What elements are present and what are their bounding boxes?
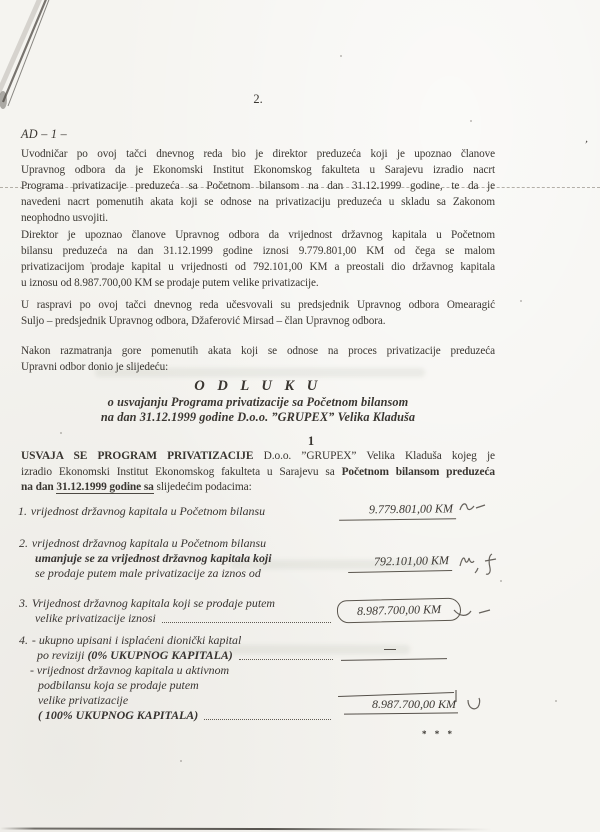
ink-speck-mark: ’ xyxy=(582,138,589,152)
bottom-scan-edge xyxy=(0,827,492,830)
handwritten-mark-3 xyxy=(452,604,494,620)
paragraph-text: izradio Ekonomski Institut Ekonomskog fakulteta u Sarajevu sa xyxy=(21,465,335,478)
handwritten-mark-1 xyxy=(458,498,492,516)
paper-speck xyxy=(470,120,472,122)
paragraph-2 xyxy=(21,227,495,291)
paragraph-line: bilansu preduzeća na dan 31.12.1999 godine iznosi 9.779.801,00 KM od čega se malom xyxy=(21,245,495,257)
paragraph-text: D.o.o. ”GRUPEX” Velika Kladuša kojeg je xyxy=(263,450,495,462)
item-text: - ukupno upisani i isplaćeni dionički kapital xyxy=(31,633,242,647)
paragraph-line: Programa privatizacije preduzeća sa Početnom bilansom na dan 31.12.1999 godine, te da je xyxy=(21,180,495,192)
decision-heading xyxy=(21,377,495,425)
amount-1 xyxy=(298,502,456,520)
paper-speck xyxy=(520,300,522,302)
footer-mark: * * * xyxy=(422,729,455,739)
item-text-caps: (0% UKUPNOG KAPITALA) xyxy=(87,648,233,662)
paragraph-line: Uvodničar po ovoj tačci dnevnog reda bio je direktor preduzeća koji je upoznao članove xyxy=(21,148,495,160)
item-text-caps: ( 100% UKUPNOG KAPITALA) xyxy=(38,708,199,722)
list-item-4 xyxy=(19,633,241,648)
decision-subtitle-1: o usvajanju Programa privatizacije sa Početnom bilansom xyxy=(107,395,409,409)
paragraph-line: neophodno usvojiti. xyxy=(21,212,108,224)
paper-fold-mark xyxy=(0,0,70,118)
section-label: AD – 1 – xyxy=(21,127,68,141)
bold-text: na dan xyxy=(21,481,54,494)
paragraph-4 xyxy=(21,343,495,375)
amount-2 xyxy=(300,554,452,572)
bold-text: USVAJA SE PROGRAM PRIVATIZACIJE xyxy=(21,450,254,462)
page-number: 2. xyxy=(253,92,263,106)
item-text: vrijednost državnog kapitala u Početnom bilansu xyxy=(30,504,266,518)
item-number: 3. xyxy=(19,596,28,610)
item-line: podbilansu koja se prodaje putem xyxy=(38,678,199,692)
item-number: 2. xyxy=(19,536,28,550)
dotted-leader xyxy=(239,649,333,660)
item-text: Vrijednost državnog kapitala koji se prodaje putem xyxy=(31,596,275,610)
decision-subtitle-2: na dan 31.12.1999 godine D.o.o. ”GRUPEX” Velika Kladuša xyxy=(100,410,416,424)
item-number: 1. xyxy=(18,504,27,518)
paragraph-3 xyxy=(21,297,495,329)
dotted-leader xyxy=(162,612,331,623)
paragraph-line xyxy=(21,465,495,481)
handwritten-mark-4 xyxy=(450,688,488,716)
decision-title: O D L U K U xyxy=(194,378,322,394)
usvaja-paragraph xyxy=(21,449,495,496)
article-number: 1 xyxy=(307,434,315,448)
item-line: umanjuje se za vrijednost državnog kapitala koji xyxy=(35,551,272,565)
paragraph-1 xyxy=(21,146,495,226)
item-line: velike privatizacije xyxy=(38,693,129,707)
list-item-2 xyxy=(19,536,266,551)
item-text: velike privatizacije iznosi xyxy=(35,611,156,625)
item-line xyxy=(37,648,337,663)
underlined-date: 31.12.1999 godine sa xyxy=(56,481,154,494)
amount-blank-tick xyxy=(384,649,396,650)
paragraph-line: Upravni odbor donio je slijedeću: xyxy=(21,361,169,373)
amount-4 xyxy=(348,697,456,712)
paragraph-line: u iznosu od 8.987.700,00 KM se prodaje putem velike privatizacije. xyxy=(21,277,319,289)
list-item-1 xyxy=(18,504,265,519)
paragraph-line xyxy=(21,449,495,465)
item-line xyxy=(35,611,335,626)
amount-blank-line xyxy=(341,658,447,661)
paragraph-line: Suljo – predsjednik Upravnog odbora, Džaferović Mirsad – član Upravnog odbora. xyxy=(21,315,386,327)
item-line: se prodaje putem male privatizacije za iznos od xyxy=(35,566,261,580)
paragraph-line: Upravnog odbora da je Ekonomski Institut Ekonomskog fakulteta u Sarajevu izradio nacrt xyxy=(21,164,495,176)
amount-value: 792.101,00 KM xyxy=(348,553,452,573)
item-text: po reviziji xyxy=(37,648,85,662)
paper-speck xyxy=(555,700,557,702)
paragraph-line: Nakon razmatranja gore pomenutih akata koji se odnose na proces privatizacije preduzeća xyxy=(21,345,495,357)
handwritten-mark-2 xyxy=(456,548,502,576)
paragraph-line: privatizacijom prodaje kapital u vrijednosti od 792.101,00 KM a preostali dio državnog kapitala xyxy=(21,261,495,273)
paragraph-line: navedeni nacrt pomenutih akata koji se odnose na privatizaciju preduzeća u skladu sa Zakonom xyxy=(21,196,495,208)
bold-text: Početnom bilansom preduzeća xyxy=(341,465,496,478)
amount-underline xyxy=(344,712,458,714)
item-number: 4. xyxy=(19,633,28,647)
item-text: vrijednost državnog kapitala u Početnom bilansu xyxy=(31,536,267,550)
paper-speck xyxy=(340,55,342,57)
paragraph-text: slijedećim podacima: xyxy=(156,481,252,494)
amount-value: 8.987.700,00 KM xyxy=(356,602,442,618)
dotted-leader xyxy=(204,709,331,720)
paragraph-line: Direktor je upoznao članove Upravnog odbora da vrijednost državnog kapitala u Početnom xyxy=(21,229,495,241)
item-line: - vrijednost državnog kapitala u aktivnom xyxy=(30,663,230,677)
amount-3 xyxy=(337,598,461,624)
paragraph-line xyxy=(21,480,495,496)
paper-speck xyxy=(180,760,182,762)
item-line xyxy=(38,708,335,723)
amount-value: 8.987.700,00 KM xyxy=(372,697,456,711)
amount-value: 9.779.801,00 KM xyxy=(339,501,456,520)
list-item-3 xyxy=(19,596,275,611)
paper-speck xyxy=(500,580,502,582)
paragraph-line: U raspravi po ovoj tačci dnevnog reda učesvovali su predsjednik Upravnog odbora Omearagić xyxy=(21,299,495,311)
